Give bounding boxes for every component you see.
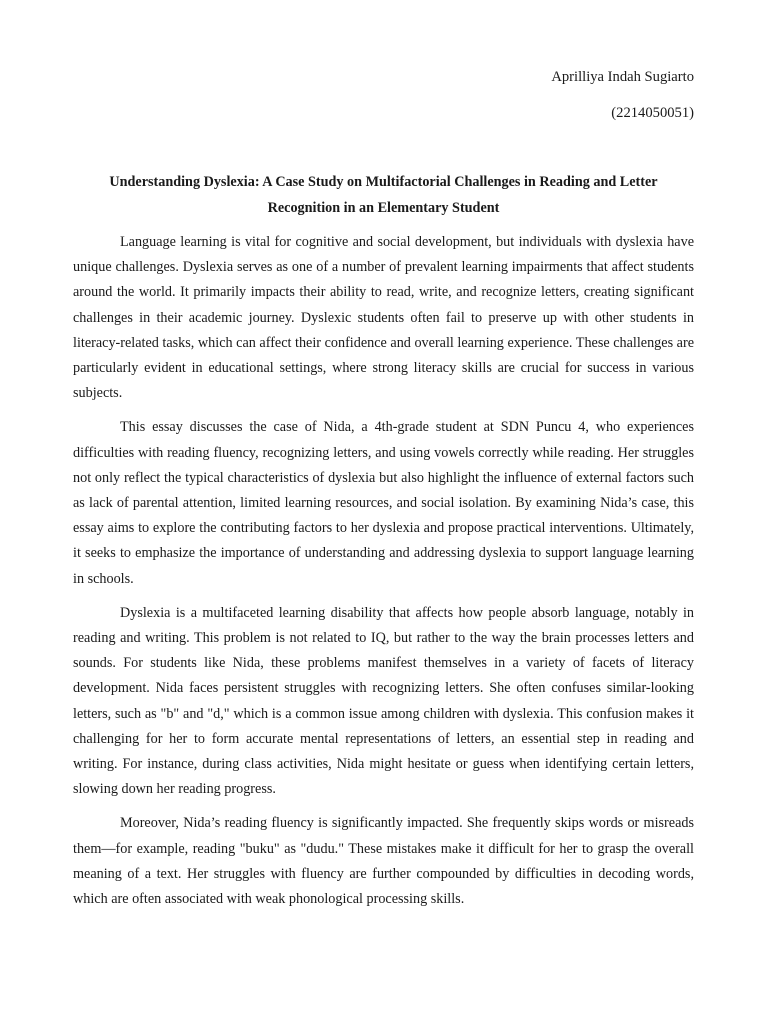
essay-title: Understanding Dyslexia: A Case Study on Multifactorial Challenges in Reading and Letter Recognition in an Elementary Student [109,174,658,216]
paragraph-4: Moreover, Nida’s reading fluency is significantly impacted. She frequently skips words or misreads them—for example, reading "buku" as "dudu." These mistakes make it difficult for her to grasp the overall meaning of a text. Her struggles with fluency are further compounded by difficulties in decoding words, which are often associated with weak phonological processing skills. [73,815,694,908]
paragraph-2: This essay discusses the case of Nida, a 4th-grade student at SDN Puncu 4, who experiences difficulties with reading fluency, recognizing letters, and using vowels correctly while reading. Her struggles not only reflect the typical characteristics of dyslexia but also highlight the influence of external factors such as lack of parental attention, limited learning resources, and social isolation. By examining Nida’s case, this essay aims to explore the contributing factors to her dyslexia and propose practical interventions. Ultimately, it seeks to emphasize the importance of understanding and addressing dyslexia to support language learning in schools. [73,419,694,587]
essay-body [73,230,694,921]
student-id: (2214050051) [611,105,694,121]
author-name: Aprilliya Indah Sugiarto [551,69,694,85]
paragraph-3: Dyslexia is a multifaceted learning disability that affects how people absorb language, notably in reading and writing. This problem is not related to IQ, but rather to the way the brain processes letters and sounds. For students like Nida, these problems manifest themselves in a variety of facets of literacy development. Nida faces persistent struggles with recognizing letters. She often confuses similar-looking letters, such as "b" and "d," which is a common issue among children with dyslexia. This confusion makes it challenging for her to form accurate mental representations of letters, an essential step in reading and writing. For instance, during class activities, Nida might hesitate or guess when identifying certain letters, slowing down her reading progress. [73,604,694,798]
paragraph-1: Language learning is vital for cognitive and social development, but individuals with dyslexia have unique challenges. Dyslexia serves as one of a number of prevalent learning impairments that affect students around the world. It primarily impacts their ability to read, write, and recognize letters, creating significant challenges in their academic journey. Dyslexic students often fail to preserve up with other students in literacy-related tasks, which can affect their confidence and overall learning experience. These challenges are particularly evident in educational settings, where strong literacy skills are crucial for success in various subjects. [73,234,694,402]
